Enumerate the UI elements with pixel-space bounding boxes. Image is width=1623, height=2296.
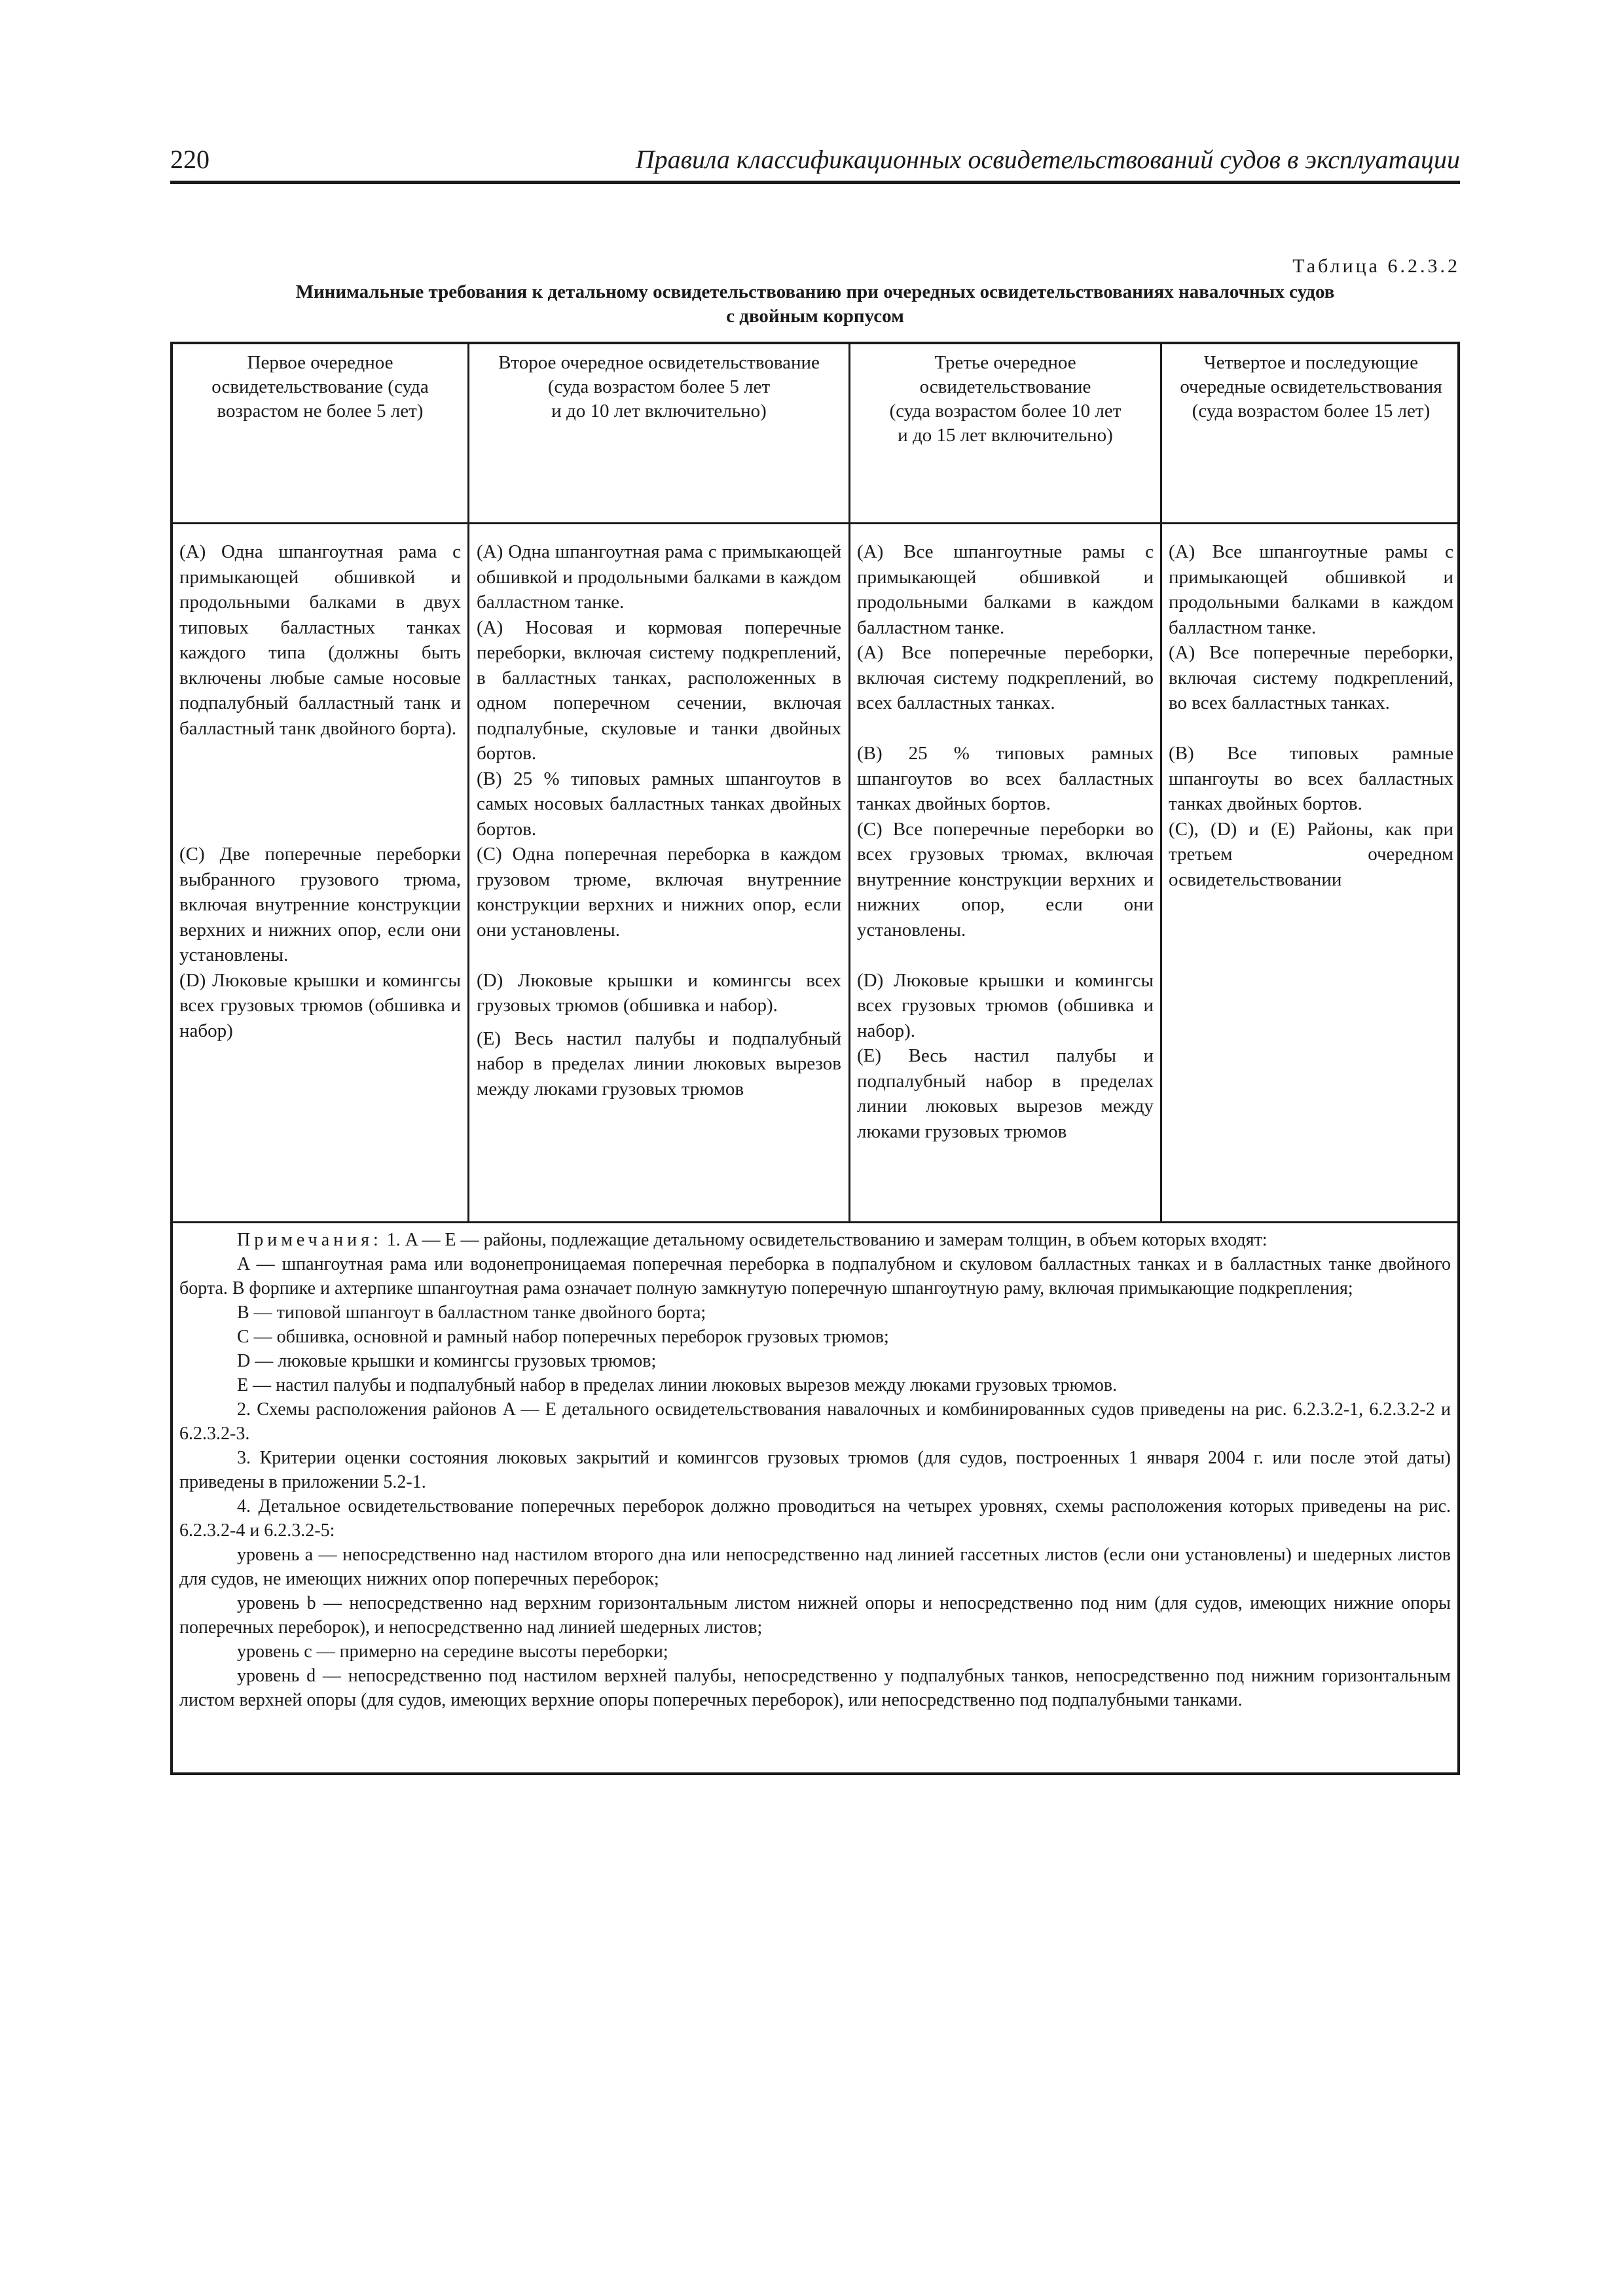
column-divider bbox=[848, 344, 850, 1221]
cell-third-survey bbox=[857, 539, 1154, 1144]
level-a: уровень a — непосредственно над настилом второго дна или непосредственно над линией гассетных листов (если они установлены) и шедерных листов для судов, не имеющих нижних опор поперечных переборок; bbox=[179, 1545, 1451, 1589]
column-header-fourth: Четвертое и последующие очередные освидетельствования (суда возрастом более 15 лет) bbox=[1180, 352, 1442, 422]
note-a: A — шпангоутная рама или водонепроницаемая поперечная переборка в подпалубном и скуловом балластных танках и в балластных танке двойного борта. В форпике и ахтерпике шпангоутная рама означает полную замкнутую поперечную шпангоутную раму, включая примыкающие подкрепления; bbox=[179, 1254, 1451, 1299]
area-a-text: (A) Носовая и кормовая поперечные переборки, включая систему подкреплений, в балластных танках, расположенных в одном поперечном сечении, включая подпалубные, скуловые и танки двойных бортов. bbox=[477, 617, 841, 764]
running-title: Правила классификационных освидетельствований судов в эксплуатации bbox=[635, 145, 1460, 174]
area-a-text: (A) Все поперечные переборки, включая систему подкреплений, во всех балластных танках. bbox=[857, 642, 1154, 713]
header-row-divider bbox=[173, 522, 1457, 524]
area-c-text: (C) Две поперечные переборки выбранного грузового трюма, включая внутренние конструкции верхних и нижних опор, если они установлены. bbox=[179, 844, 461, 965]
area-b-text: (B) 25 % типовых рамных шпангоутов в самых носовых балластных танках двойных бортов. bbox=[477, 768, 841, 840]
table-label: Таблица 6.2.3.2 bbox=[1292, 255, 1460, 277]
level-b: уровень b — непосредственно над верхним горизонтальным листом нижней опоры и непосредственно под ним (для судов, имеющих нижние опоры поперечных переборок), и непосредственно над линией шедерных листов; bbox=[179, 1593, 1451, 1638]
note-c: C — обшивка, основной и рамный набор поперечных переборок грузовых трюмов; bbox=[237, 1327, 889, 1347]
column-divider bbox=[467, 344, 469, 1221]
area-e-text: (E) Весь настил палубы и подпалубный набор в пределах линии люковых вырезов между люками грузовых трюмов bbox=[857, 1045, 1154, 1142]
area-e-text: (E) Весь настил палубы и подпалубный набор в пределах линии люковых вырезов между люками грузовых трюмов bbox=[477, 1028, 841, 1100]
column-divider bbox=[1160, 344, 1162, 1221]
cell-fourth-survey bbox=[1169, 539, 1453, 892]
table-title-line: с двойным корпусом bbox=[726, 306, 904, 327]
cell-first-survey bbox=[179, 539, 461, 1043]
notes-divider bbox=[173, 1221, 1457, 1223]
requirements-table bbox=[170, 342, 1460, 1775]
area-b-text: (B) 25 % типовых рамных шпангоутов во всех балластных танках двойных бортов. bbox=[857, 743, 1154, 814]
note-3: 3. Критерии оценки состояния люковых закрытий и комингсов грузовых трюмов (для судов, построенных 1 января 2004 г. или после этой даты) приведены в приложении 5.2-1. bbox=[179, 1448, 1451, 1492]
area-c-text: (C) Все поперечные переборки во всех грузовых трюмах, включая внутренние конструкции верхних и нижних опор, если они установлены. bbox=[857, 818, 1154, 941]
area-cde-text: (C), (D) и (E) Районы, как при третьем очередном освидетельствовании bbox=[1169, 818, 1453, 890]
area-d-text: (D) Люковые крышки и комингсы всех грузовых трюмов (обшивка и набор). bbox=[857, 969, 1154, 1041]
area-a-text: (A) Все шпангоутные рамы с примыкающей обшивкой и продольными балками в каждом балластном танке. bbox=[857, 541, 1154, 638]
level-d: уровень d — непосредственно под настилом верхней палубы, непосредственно у подпалубных танков, непосредственно под нижним горизонтальным листом верхней опоры (для судов, имеющих верхние опоры поперечных переборок), или непосредственно под подпалубными танками. bbox=[179, 1666, 1451, 1710]
area-d-text: (D) Люковые крышки и комингсы всех грузовых трюмов (обшивка и набор). bbox=[477, 969, 841, 1016]
area-c-text: (C) Одна поперечная переборка в каждом грузовом трюме, включая внутренние конструкции верхних и нижних опор, если они установлены. bbox=[477, 844, 841, 941]
area-a-text: (A) Одна шпангоутная рама с примыкающей обшивкой и продольными балками в каждом балластном танке. bbox=[477, 541, 841, 613]
page-number: 220 bbox=[170, 145, 210, 174]
note-e: E — настил палубы и подпалубный набор в пределах линии люковых вырезов между люками грузовых трюмов. bbox=[237, 1375, 1118, 1395]
note-b: B — типовой шпангоут в балластном танке двойного борта; bbox=[237, 1302, 706, 1323]
area-a-text: (A) Одна шпангоутная рама с примыкающей обшивкой и продольными балками в двух типовых балластных танках каждого типа (должны быть включены любые самые носовые подпалубный балластный танк и балластный танк двойного борта). bbox=[179, 541, 461, 739]
notes-heading: Примечания: bbox=[237, 1230, 382, 1250]
note-d: D — люковые крышки и комингсы грузовых трюмов; bbox=[237, 1351, 657, 1371]
area-d-text: (D) Люковые крышки и комингсы всех грузовых трюмов (обшивка и набор) bbox=[179, 969, 461, 1041]
area-a-text: (A) Все поперечные переборки, включая систему подкреплений, во всех балластных танках. bbox=[1169, 642, 1453, 713]
note-4: 4. Детальное освидетельствование поперечных переборок должно проводиться на четырех уровнях, схемы расположения которых приведены на рис. 6.2.3.2-4 и 6.2.3.2-5: bbox=[179, 1496, 1451, 1541]
level-c: уровень c — примерно на середине высоты переборки; bbox=[237, 1641, 668, 1662]
cell-second-survey bbox=[477, 539, 841, 1102]
note-1: Примечания: 1. A — E — районы, подлежащие детальному освидетельствованию и замерам толщин, в объем которых входят: bbox=[237, 1230, 1267, 1250]
column-header-first: Первое очередное освидетельствование (суда возрастом не более 5 лет) bbox=[211, 352, 429, 422]
area-b-text: (B) Все типовых рамные шпангоуты во всех балластных танках двойных бортов. bbox=[1169, 743, 1453, 814]
table-title bbox=[170, 280, 1460, 329]
column-header-second: Второе очередное освидетельствование (суда возрастом более 5 лет и до 10 лет включительно) bbox=[498, 352, 820, 422]
area-a-text: (A) Все шпангоутные рамы с примыкающей обшивкой и продольными балками в каждом балластном танке. bbox=[1169, 541, 1453, 638]
column-header-third: Третье очередное освидетельствование (суда возрастом более 10 лет и до 15 лет включительно) bbox=[889, 352, 1122, 446]
note-2: 2. Схемы расположения районов A — E детального освидетельствования навалочных и комбинированных судов приведены на рис. 6.2.3.2-1, 6.2.3.2-2 и 6.2.3.2-3. bbox=[179, 1399, 1451, 1444]
table-title-line: Минимальные требования к детальному освидетельствованию при очередных освидетельствованиях навалочных судов bbox=[295, 281, 1335, 302]
page-header bbox=[170, 144, 1460, 184]
table-notes bbox=[179, 1228, 1451, 1712]
